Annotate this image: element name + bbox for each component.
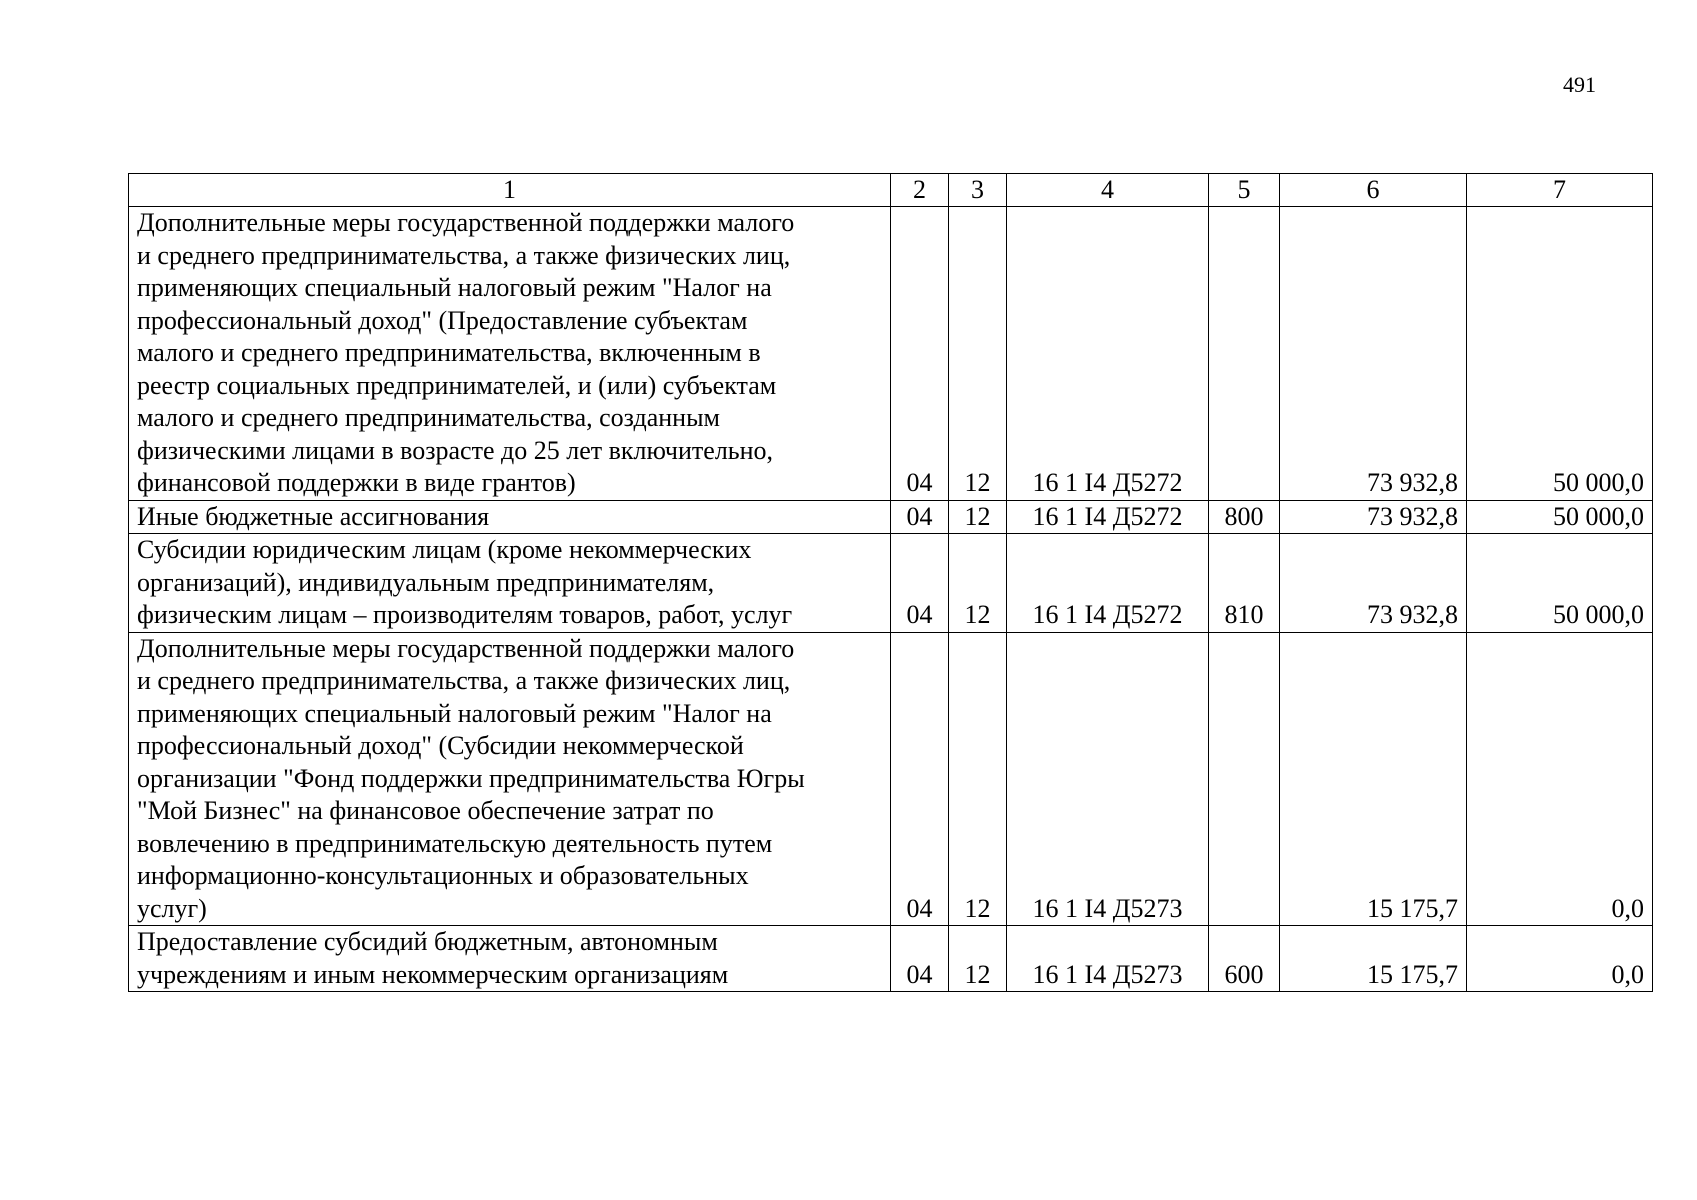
amount-year-1: 73 932,8 [1280, 534, 1467, 633]
row-name-line: финансовой поддержки в виде грантов) [137, 468, 576, 497]
target-article-code: 16 1 I4 Д5272 [1007, 207, 1209, 501]
amount-year-2: 50 000,0 [1467, 207, 1653, 501]
row-name-line: вовлечению в предпринимательскую деятельность путем [137, 828, 773, 858]
expense-type-code: 810 [1209, 534, 1280, 633]
section-code: 04 [891, 207, 949, 501]
table-row [129, 926, 1653, 992]
column-header-7: 7 [1467, 174, 1653, 207]
subsection-code: 12 [949, 207, 1007, 501]
expense-type-code: 800 [1209, 500, 1280, 534]
row-name-line: малого и среднего предпринимательства, созданным [137, 403, 720, 432]
amount-year-2: 0,0 [1467, 926, 1653, 992]
row-name [129, 926, 891, 992]
subsection-code: 12 [949, 534, 1007, 633]
row-name-line: услуг) [137, 893, 207, 923]
row-name-line: реестр социальных предпринимателей, и (или) субъектам [137, 370, 777, 400]
column-header-2: 2 [891, 174, 949, 207]
amount-year-2: 0,0 [1467, 632, 1653, 926]
row-name-line: малого и среднего предпринимательства, включенным в [137, 338, 761, 367]
row-name-line: "Мой Бизнес" на финансовое обеспечение затрат по [137, 796, 714, 825]
row-name-line: организаций), индивидуальным предпринимателям, [137, 567, 715, 597]
row-name [129, 207, 891, 501]
amount-year-1: 73 932,8 [1280, 207, 1467, 501]
row-name-line: информационно-консультационных и образовательных [137, 861, 749, 890]
row-name [129, 500, 891, 534]
expense-type-code [1209, 207, 1280, 501]
section-code: 04 [891, 632, 949, 926]
table-row [129, 207, 1653, 501]
table-row [129, 534, 1653, 633]
column-header-3: 3 [949, 174, 1007, 207]
table-row [129, 500, 1653, 534]
row-name-line: Субсидии юридическим лицам (кроме некоммерческих [137, 535, 752, 564]
table-row [129, 632, 1653, 926]
row-name-line: и среднего предпринимательства, а также физических лиц, [137, 240, 791, 270]
column-header-4: 4 [1007, 174, 1209, 207]
row-name-line: физическими лицами в возрасте до 25 лет включительно, [137, 435, 774, 465]
amount-year-2: 50 000,0 [1467, 500, 1653, 534]
row-name-line: Предоставление субсидий бюджетным, автономным [137, 927, 718, 956]
budget-table [128, 173, 1653, 992]
row-name-line: применяющих специальный налоговый режим "Налог на [137, 698, 772, 728]
target-article-code: 16 1 I4 Д5273 [1007, 926, 1209, 992]
row-name-line: профессиональный доход" (Субсидии некоммерческой [137, 731, 744, 760]
column-header-5: 5 [1209, 174, 1280, 207]
amount-year-1: 73 932,8 [1280, 500, 1467, 534]
row-name [129, 534, 891, 633]
table-header-row [129, 174, 1653, 207]
section-code: 04 [891, 500, 949, 534]
amount-year-1: 15 175,7 [1280, 926, 1467, 992]
page-number: 491 [1563, 72, 1596, 97]
amount-year-2: 50 000,0 [1467, 534, 1653, 633]
row-name-line: Дополнительные меры государственной поддержки малого [137, 208, 795, 237]
column-header-6: 6 [1280, 174, 1467, 207]
section-code: 04 [891, 926, 949, 992]
row-name [129, 632, 891, 926]
amount-year-1: 15 175,7 [1280, 632, 1467, 926]
target-article-code: 16 1 I4 Д5272 [1007, 534, 1209, 633]
subsection-code: 12 [949, 926, 1007, 992]
row-name-line: организации "Фонд поддержки предпринимательства Югры [137, 763, 805, 793]
expense-type-code: 600 [1209, 926, 1280, 992]
column-header-1: 1 [129, 174, 891, 207]
subsection-code: 12 [949, 632, 1007, 926]
row-name-line: Иные бюджетные ассигнования [137, 501, 490, 531]
target-article-code: 16 1 I4 Д5272 [1007, 500, 1209, 534]
row-name-line: и среднего предпринимательства, а также физических лиц, [137, 666, 791, 695]
row-name-line: физическим лицам – производителям товаров, работ, услуг [137, 600, 793, 629]
row-name-line: применяющих специальный налоговый режим "Налог на [137, 273, 772, 302]
subsection-code: 12 [949, 500, 1007, 534]
expense-type-code [1209, 632, 1280, 926]
row-name-line: профессиональный доход" (Предоставление субъектам [137, 305, 748, 335]
row-name-line: Дополнительные меры государственной поддержки малого [137, 633, 795, 663]
section-code: 04 [891, 534, 949, 633]
target-article-code: 16 1 I4 Д5273 [1007, 632, 1209, 926]
row-name-line: учреждениям и иным некоммерческим организациям [137, 959, 729, 989]
